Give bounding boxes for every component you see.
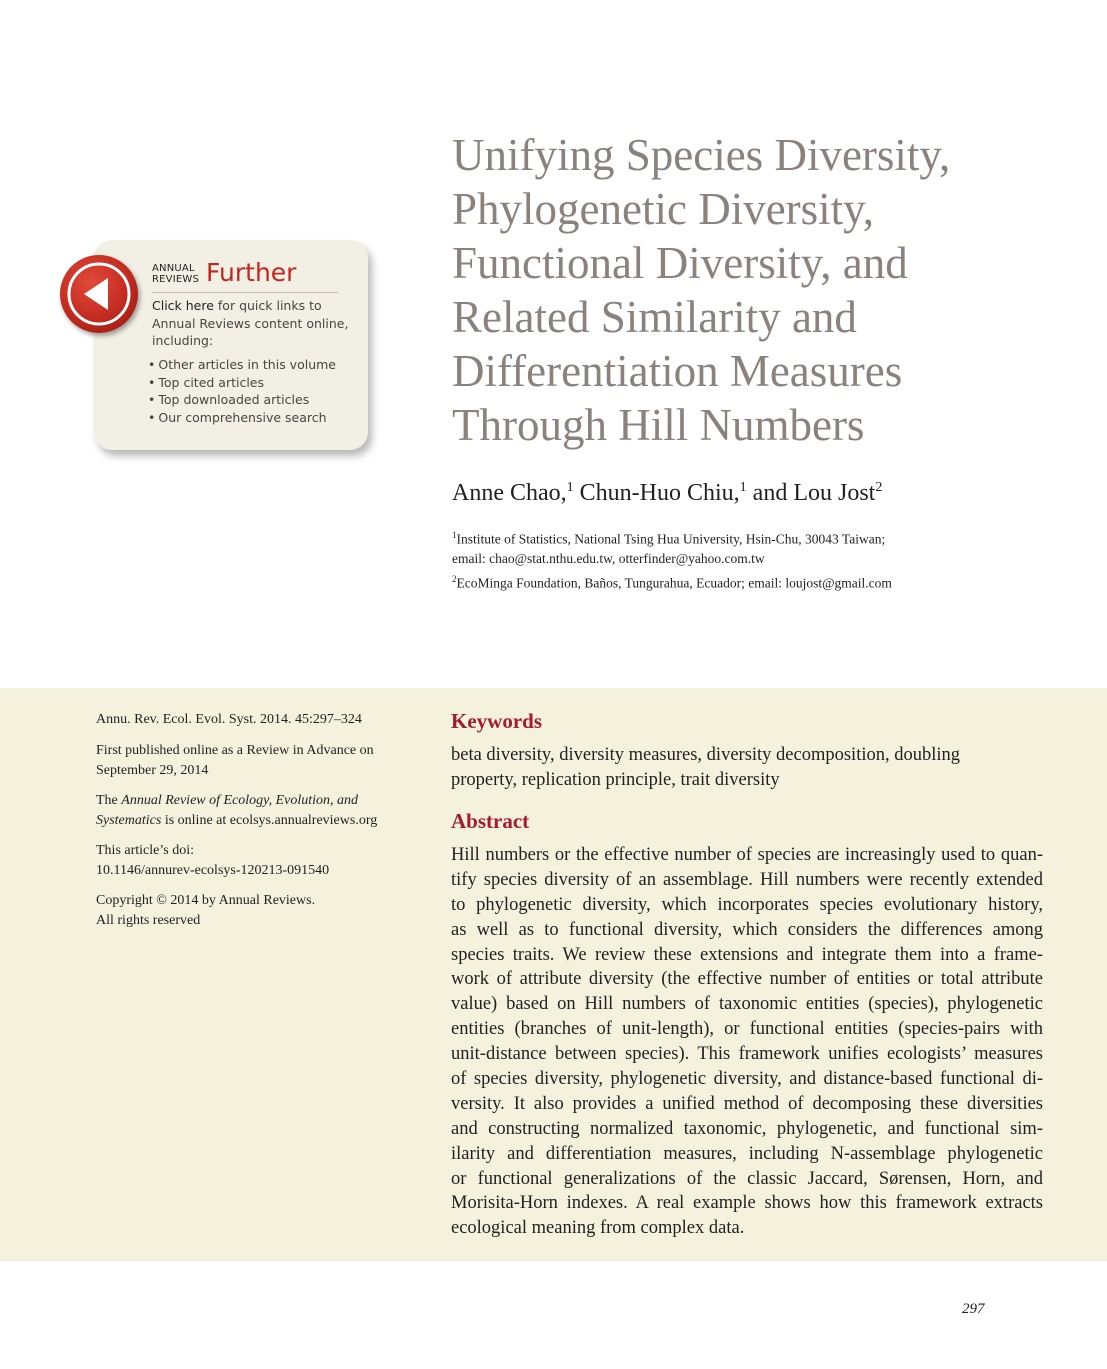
- further-link-item[interactable]: • Other articles in this volume: [148, 356, 336, 374]
- affiliation-1: [452, 526, 1012, 568]
- title-line: Unifying Species Diversity,: [452, 130, 951, 180]
- keywords-line: beta diversity, diversity measures, diversity decomposition, doubling: [451, 745, 961, 765]
- author-name: and Lou Jost: [746, 480, 876, 506]
- back-arrow-icon[interactable]: [60, 255, 138, 333]
- keywords-list: [451, 743, 1043, 793]
- journal-name: Annual Review of Ecology, Evolution, and: [121, 793, 359, 808]
- author-affil-mark: 2: [875, 480, 883, 495]
- further-link-item[interactable]: • Top downloaded articles: [148, 391, 336, 409]
- affil-mark: 2: [452, 574, 457, 584]
- title-line: Phylogenetic Diversity,: [452, 184, 875, 234]
- author-name: Anne Chao,: [452, 480, 567, 506]
- doi: [96, 841, 416, 880]
- abstract-line: to phylogenetic diversity, which incorporates species evolutionary history,: [451, 894, 1043, 915]
- abstract-line: species traits. We review these extensions and integrate them into a frame-: [451, 944, 1043, 965]
- article-title: [452, 128, 1072, 452]
- abstract-line: ecological meaning from complex data.: [451, 1218, 745, 1239]
- copyright-text: Copyright © 2014 by Annual Reviews.: [96, 893, 316, 908]
- abstract-line: tify species diversity of an assemblage. Hill numbers were recently extended: [451, 869, 1043, 890]
- abstract-line: and constructing normalized taxonomic, phylogenetic, and functional sim-: [451, 1118, 1043, 1139]
- title-line: Differentiation Measures: [452, 346, 903, 396]
- publication-text: First published online as a Review in Advance on: [96, 743, 374, 758]
- abstract-line: versity. It also provides a unified method of decomposing these diversities: [451, 1093, 1043, 1114]
- abstract-heading: Abstract: [451, 809, 530, 833]
- author-list: [452, 480, 882, 507]
- title-line: Through Hill Numbers: [452, 400, 865, 450]
- online-text: The: [96, 793, 122, 808]
- affil-text: Institute of Statistics, National Tsing Hua University, Hsin-Chu, 30043 Taiwan;: [456, 531, 886, 547]
- abstract-line: ilarity and differentiation measures, including N-assemblage phylogenetic: [451, 1143, 1043, 1164]
- publication-text: September 29, 2014: [96, 762, 209, 778]
- doi-value[interactable]: 10.1146/annurev-ecolsys-120213-091540: [96, 862, 330, 878]
- affiliation-2: [452, 570, 1012, 593]
- keywords-heading: Keywords: [451, 709, 542, 733]
- affil-text: EcoMinga Foundation, Baños, Tungurahua, Ecuador; email: loujost@gmail.com: [456, 575, 892, 591]
- further-divider: [152, 292, 338, 293]
- citation: Annu. Rev. Ecol. Evol. Syst. 2014. 45:297–324: [96, 712, 362, 727]
- abstract-line: work of attribute diversity (the effective number of entities or total attribute: [451, 969, 1043, 990]
- further-heading: Further: [206, 258, 297, 287]
- affil-email[interactable]: email: chao@stat.nthu.edu.tw, otterfinder@yahoo.com.tw: [452, 550, 765, 566]
- click-here-link[interactable]: Click here: [152, 298, 214, 313]
- logo-annual: ANNUAL: [152, 263, 195, 274]
- abstract-line: Morisita-Horn indexes. A real example shows how this framework extracts: [451, 1193, 1043, 1214]
- further-text: Annual Reviews content online,: [152, 315, 349, 331]
- affil-mark: 1: [452, 530, 457, 540]
- journal-name: Systematics: [96, 812, 162, 828]
- copyright: [96, 891, 416, 930]
- keywords-line: property, replication principle, trait diversity: [451, 769, 780, 790]
- abstract-line: value) based on Hill numbers of taxonomic entities (species), phylogenetic: [451, 994, 1043, 1015]
- abstract-line: as well as to functional diversity, which considers the differences among: [451, 919, 1043, 940]
- publication-date: [96, 741, 416, 780]
- logo-reviews: REVIEWS: [152, 274, 200, 285]
- page-number: 297: [962, 1301, 985, 1317]
- further-text: including:: [152, 333, 214, 348]
- further-links: [148, 356, 336, 426]
- annual-reviews-logo: [152, 263, 199, 285]
- copyright-text: All rights reserved: [96, 912, 201, 928]
- title-line: Functional Diversity, and: [452, 238, 908, 288]
- author-affil-mark: 1: [739, 480, 747, 495]
- journal-online: [96, 791, 416, 830]
- abstract-line: Hill numbers or the effective number of species are increasingly used to quan-: [451, 845, 1043, 865]
- further-link-item[interactable]: • Our comprehensive search: [148, 409, 336, 427]
- author-affil-mark: 1: [566, 480, 574, 495]
- further-link-item[interactable]: • Top cited articles: [148, 374, 336, 392]
- title-line: Related Similarity and: [452, 292, 857, 342]
- abstract-line: or functional generalizations of the classic Jaccard, Sørensen, Horn, and: [451, 1168, 1043, 1189]
- abstract-line: of species diversity, phylogenetic diversity, and distance-based functional di-: [451, 1069, 1043, 1090]
- online-text: is online at ecolsys.annualreviews.org: [161, 812, 378, 828]
- further-text: for quick links to: [213, 298, 322, 313]
- abstract-text: [451, 843, 1043, 1241]
- further-description: [152, 297, 352, 350]
- abstract-line: entities (branches of unit-length), or functional entities (species-pairs with: [451, 1019, 1043, 1040]
- doi-label: This article’s doi:: [96, 843, 194, 858]
- author-name: Chun-Huo Chiu,: [573, 480, 740, 506]
- abstract-line: unit-distance between species). This framework unifies ecologists’ measures: [451, 1044, 1043, 1065]
